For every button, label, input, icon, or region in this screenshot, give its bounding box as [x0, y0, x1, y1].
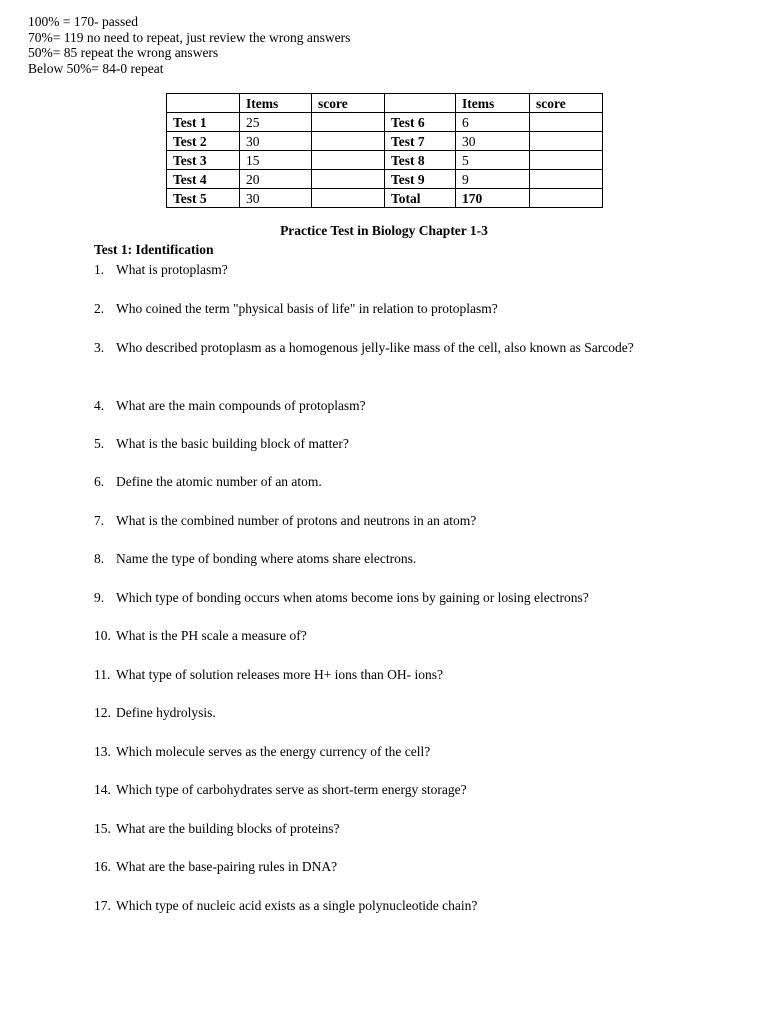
question-item — [94, 549, 674, 569]
score-cell — [312, 189, 385, 208]
question-item — [94, 396, 674, 416]
question-text: What are the building blocks of proteins? — [116, 821, 340, 836]
question-item — [94, 299, 674, 319]
test-label-cell: Test 1 — [167, 113, 240, 132]
question-item — [94, 665, 674, 685]
question-number: 15. — [94, 821, 111, 836]
test-label-cell: Test 6 — [385, 113, 456, 132]
grading-scale-notes — [28, 14, 350, 77]
question-text: Define hydrolysis. — [116, 705, 216, 720]
question-text: Which type of bonding occurs when atoms become ions by gaining or losing electrons? — [116, 590, 589, 605]
question-text: Which molecule serves as the energy currency of the cell? — [116, 744, 431, 759]
test-label-cell: Test 8 — [385, 151, 456, 170]
header-cell: score — [530, 94, 603, 113]
question-number: 9. — [94, 590, 105, 605]
header-cell — [385, 94, 456, 113]
question-number: 4. — [94, 398, 105, 413]
scale-note-line: Below 50%= 84-0 repeat — [28, 61, 164, 77]
test-label-cell: Test 2 — [167, 132, 240, 151]
question-number: 17. — [94, 898, 111, 913]
question-text: Who coined the term "physical basis of life" in relation to protoplasm? — [116, 301, 498, 316]
score-cell — [312, 170, 385, 189]
score-table — [166, 93, 603, 208]
items-cell: 6 — [456, 113, 530, 132]
question-item — [94, 511, 674, 531]
question-text: Who described protoplasm as a homogenous jelly-like mass of the cell, also known as Sarcode? — [116, 340, 634, 355]
test-label-cell: Test 3 — [167, 151, 240, 170]
header-cell: Items — [456, 94, 530, 113]
question-item — [94, 260, 674, 280]
header-cell: score — [312, 94, 385, 113]
question-text: What is the combined number of protons and neutrons in an atom? — [116, 513, 477, 528]
question-text: What is the basic building block of matter? — [116, 436, 349, 451]
question-number: 1. — [94, 262, 105, 277]
page-title: Practice Test in Biology Chapter 1-3 — [280, 223, 488, 238]
table-row — [167, 170, 603, 189]
question-text: Which type of nucleic acid exists as a single polynucleotide chain? — [116, 898, 478, 913]
question-number: 14. — [94, 782, 111, 797]
question-item — [94, 626, 674, 646]
items-cell: 25 — [240, 113, 312, 132]
question-text: What is protoplasm? — [116, 262, 228, 277]
items-cell: 30 — [456, 132, 530, 151]
test-label-cell: Test 5 — [167, 189, 240, 208]
question-number: 2. — [94, 301, 105, 316]
question-number: 3. — [94, 340, 105, 355]
question-item — [94, 588, 674, 608]
items-cell: 5 — [456, 151, 530, 170]
score-cell — [530, 189, 603, 208]
items-cell: 30 — [240, 189, 312, 208]
question-item — [94, 338, 674, 358]
score-cell — [530, 151, 603, 170]
question-number: 16. — [94, 859, 111, 874]
question-text: What is the PH scale a measure of? — [116, 628, 307, 643]
question-text: What are the base-pairing rules in DNA? — [116, 859, 338, 874]
section-title: Test 1: Identification — [94, 242, 214, 257]
question-item — [94, 896, 674, 916]
items-cell: 15 — [240, 151, 312, 170]
scale-note-line: 50%= 85 repeat the wrong answers — [28, 45, 219, 61]
score-cell — [530, 170, 603, 189]
question-item — [94, 472, 674, 492]
question-item — [94, 857, 674, 877]
question-item — [94, 703, 674, 723]
test-label-cell: Test 4 — [167, 170, 240, 189]
test-label-cell: Test 7 — [385, 132, 456, 151]
header-cell: Items — [240, 94, 312, 113]
score-table-header-row — [167, 94, 603, 113]
question-text: What type of solution releases more H+ ions than OH- ions? — [116, 667, 444, 682]
question-number: 7. — [94, 513, 105, 528]
score-cell — [312, 132, 385, 151]
question-text: What are the main compounds of protoplasm? — [116, 398, 366, 413]
score-cell — [530, 132, 603, 151]
score-cell — [312, 151, 385, 170]
total-label-cell: Total — [385, 189, 456, 208]
question-number: 12. — [94, 705, 111, 720]
question-text: Which type of carbohydrates serve as short-term energy storage? — [116, 782, 467, 797]
table-row — [167, 189, 603, 208]
question-item — [94, 819, 674, 839]
question-item — [94, 780, 674, 800]
score-cell — [530, 113, 603, 132]
question-number: 6. — [94, 474, 105, 489]
test-label-cell: Test 9 — [385, 170, 456, 189]
question-number: 8. — [94, 551, 105, 566]
total-items-cell: 170 — [456, 189, 530, 208]
question-item — [94, 742, 674, 762]
question-text: Name the type of bonding where atoms share electrons. — [116, 551, 417, 566]
table-row — [167, 113, 603, 132]
score-cell — [312, 113, 385, 132]
question-number: 5. — [94, 436, 105, 451]
question-text: Define the atomic number of an atom. — [116, 474, 322, 489]
scale-note-line: 70%= 119 no need to repeat, just review the wrong answers — [28, 29, 351, 45]
items-cell: 20 — [240, 170, 312, 189]
question-number: 13. — [94, 744, 111, 759]
table-row — [167, 132, 603, 151]
table-row — [167, 151, 603, 170]
header-cell — [167, 94, 240, 113]
scale-note-line: 100% = 170- passed — [28, 14, 138, 29]
items-cell: 30 — [240, 132, 312, 151]
question-item — [94, 434, 674, 454]
question-number: 11. — [94, 667, 111, 682]
items-cell: 9 — [456, 170, 530, 189]
question-number: 10. — [94, 628, 111, 643]
